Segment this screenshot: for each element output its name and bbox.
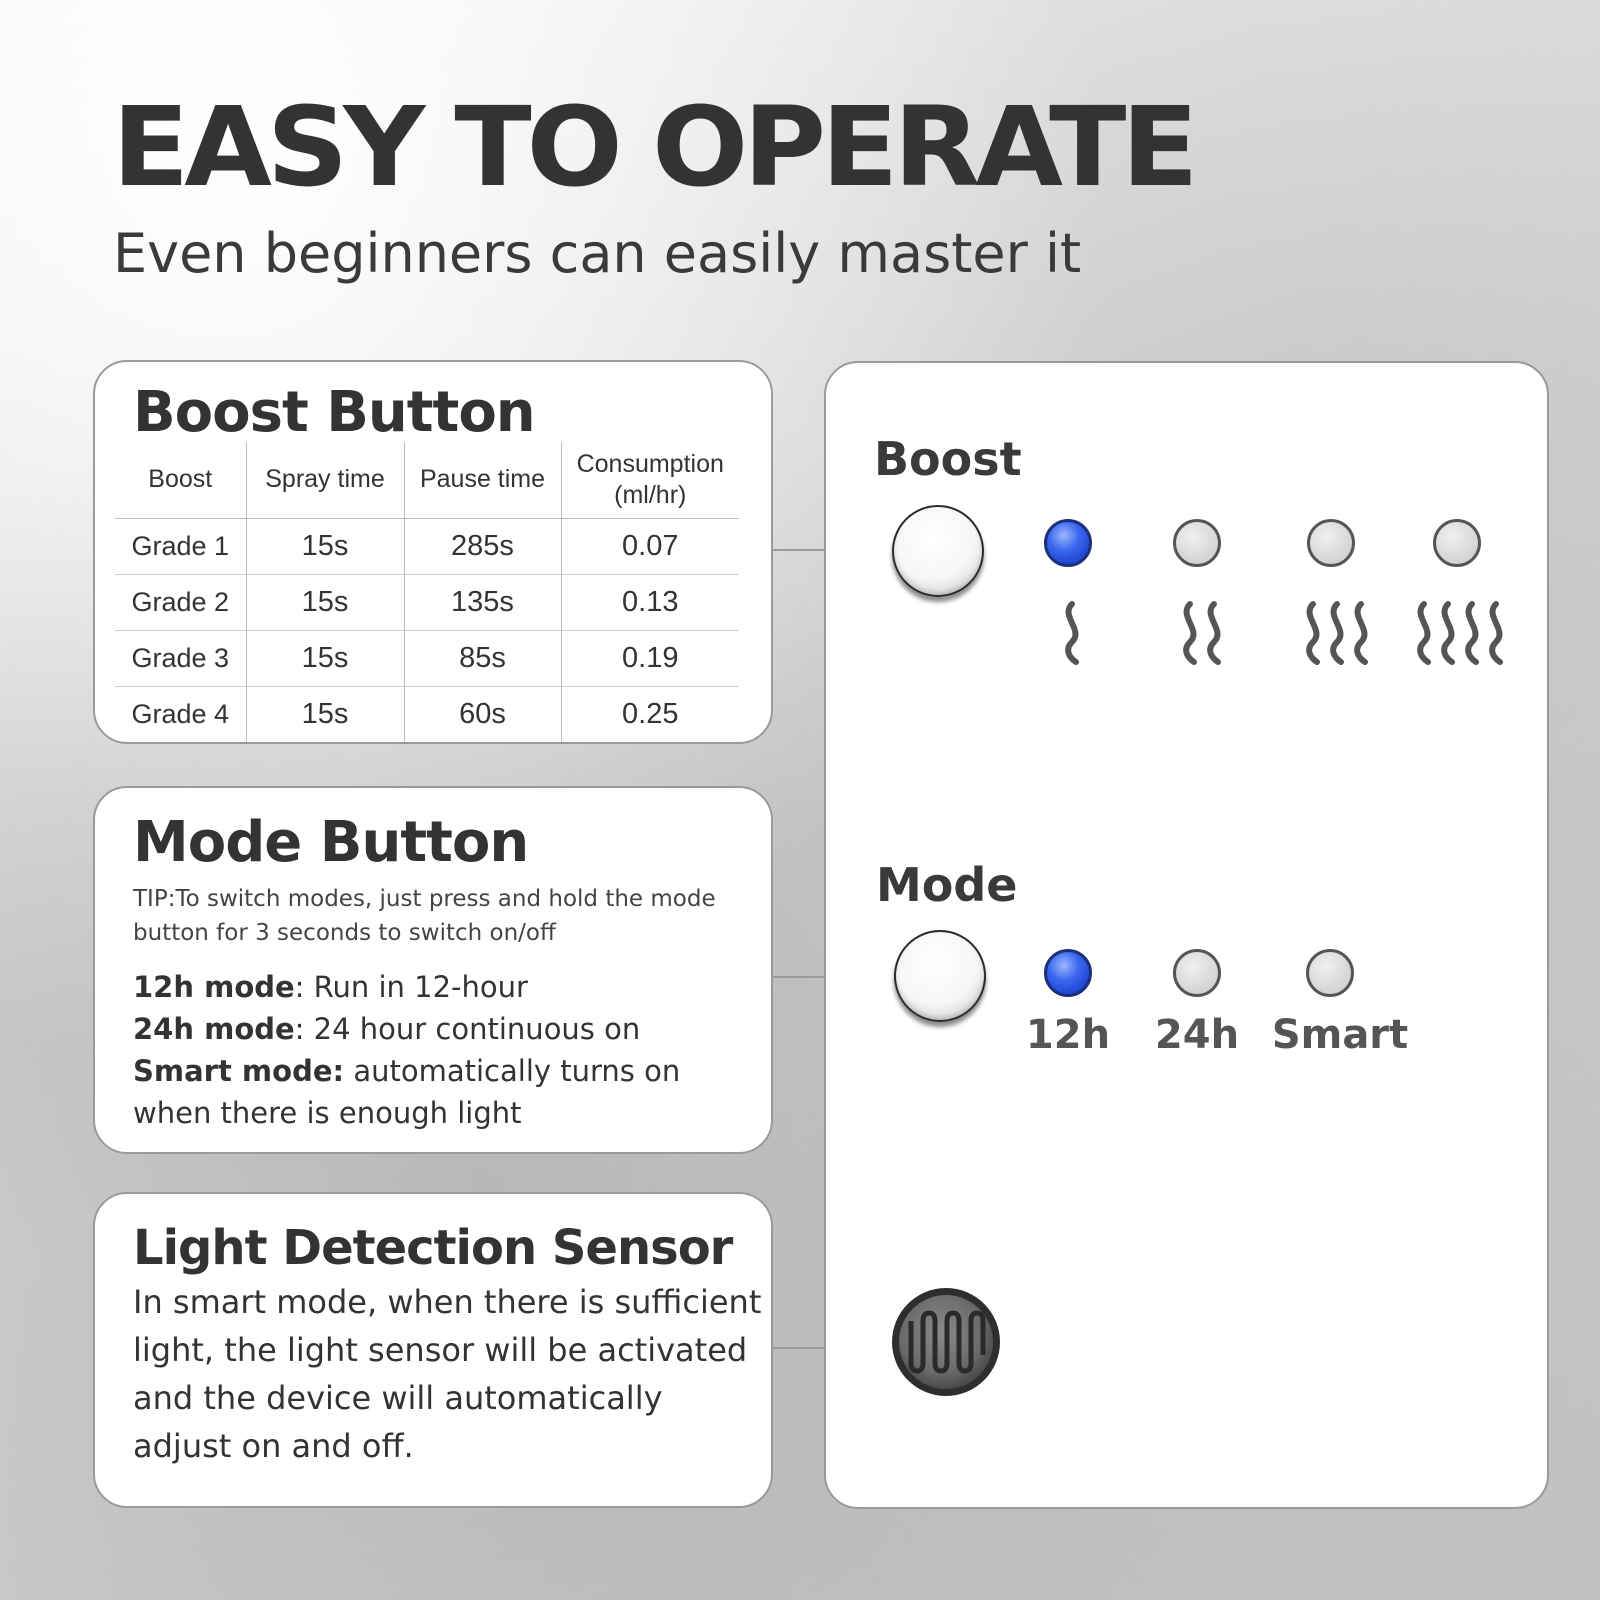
table-cell: Grade 3	[115, 630, 246, 686]
table-cell: 85s	[404, 630, 561, 686]
mist-2-wave-icon	[1168, 600, 1238, 666]
boost-label: Boost	[874, 432, 1022, 486]
mode-line-24h	[133, 1008, 753, 1050]
table-cell: 0.07	[561, 518, 739, 574]
table-cell: 0.13	[561, 574, 739, 630]
table-cell: 135s	[404, 574, 561, 630]
mode-term: 12h mode	[133, 970, 295, 1004]
boost-level-2-led	[1173, 519, 1221, 567]
mode-12h-led	[1044, 949, 1092, 997]
table-cell: 15s	[246, 574, 404, 630]
boost-table	[115, 442, 739, 742]
mode-24h-led	[1173, 949, 1221, 997]
boost-table-header: Boost	[115, 442, 246, 518]
table-cell: Grade 1	[115, 518, 246, 574]
table-cell: Grade 2	[115, 574, 246, 630]
table-cell: 15s	[246, 630, 404, 686]
light-sensor-card	[93, 1192, 773, 1508]
page-title: EASY TO OPERATE	[112, 83, 1194, 211]
light-card-title: Light Detection Sensor	[133, 1220, 733, 1276]
light-sensor-icon	[889, 1285, 1003, 1399]
mode-smart-label: Smart	[1271, 1012, 1409, 1058]
mode-tip: TIP:To switch modes, just press and hold the mode button for 3 seconds to switch on/off	[133, 886, 716, 946]
page-subtitle: Even beginners can easily master it	[113, 222, 1082, 285]
table-row	[115, 574, 739, 630]
mode-descriptions	[133, 966, 753, 1134]
boost-level-4-led	[1433, 519, 1481, 567]
mode-card-title: Mode Button	[133, 810, 529, 875]
boost-table-header: Consumption (ml/hr)	[561, 442, 739, 518]
table-row	[115, 518, 739, 574]
table-cell: 15s	[246, 686, 404, 742]
light-card-description: In smart mode, when there is sufficient light, the light sensor will be activated and the device will automatically adjust on and off.	[133, 1283, 762, 1465]
table-cell: 60s	[404, 686, 561, 742]
table-cell: 15s	[246, 518, 404, 574]
mode-smart-led	[1306, 949, 1354, 997]
boost-card-title: Boost Button	[133, 380, 535, 445]
table-cell: 285s	[404, 518, 561, 574]
boost-level-1-led	[1044, 519, 1092, 567]
mist-4-wave-icon	[1408, 600, 1516, 666]
table-cell: 0.19	[561, 630, 739, 686]
mode-24h-label: 24h	[1154, 1012, 1240, 1058]
mode-label: Mode	[876, 858, 1018, 912]
mode-line-12h	[133, 966, 753, 1008]
mode-sep: :	[294, 1012, 314, 1046]
mode-sep	[344, 1054, 353, 1088]
mist-3-wave-icon	[1295, 600, 1381, 666]
table-cell: Grade 4	[131, 698, 230, 729]
mode-term: Smart mode:	[133, 1054, 345, 1088]
mode-12h-label: 12h	[1025, 1012, 1111, 1058]
boost-table-header: Spray time	[246, 442, 404, 518]
table-cell: 0.25	[561, 686, 739, 742]
boost-button-card	[93, 360, 773, 744]
boost-level-3-led	[1307, 519, 1355, 567]
boost-button[interactable]	[892, 505, 984, 597]
mode-button[interactable]	[894, 930, 986, 1022]
table-row	[115, 686, 739, 742]
mode-term: 24h mode	[133, 1012, 295, 1046]
mode-text: Run in 12-hour	[313, 970, 528, 1004]
mode-line-smart	[133, 1050, 753, 1134]
boost-table-header: Pause time	[404, 442, 561, 518]
mist-1-wave-icon	[1052, 600, 1092, 666]
table-row	[115, 630, 739, 686]
mode-button-card	[93, 786, 773, 1154]
boost-table-header-row	[115, 442, 739, 518]
mode-text: automatically turns on when there is enough light	[133, 1054, 681, 1130]
mode-text: 24 hour continuous on	[313, 1012, 641, 1046]
mode-sep: :	[294, 970, 314, 1004]
